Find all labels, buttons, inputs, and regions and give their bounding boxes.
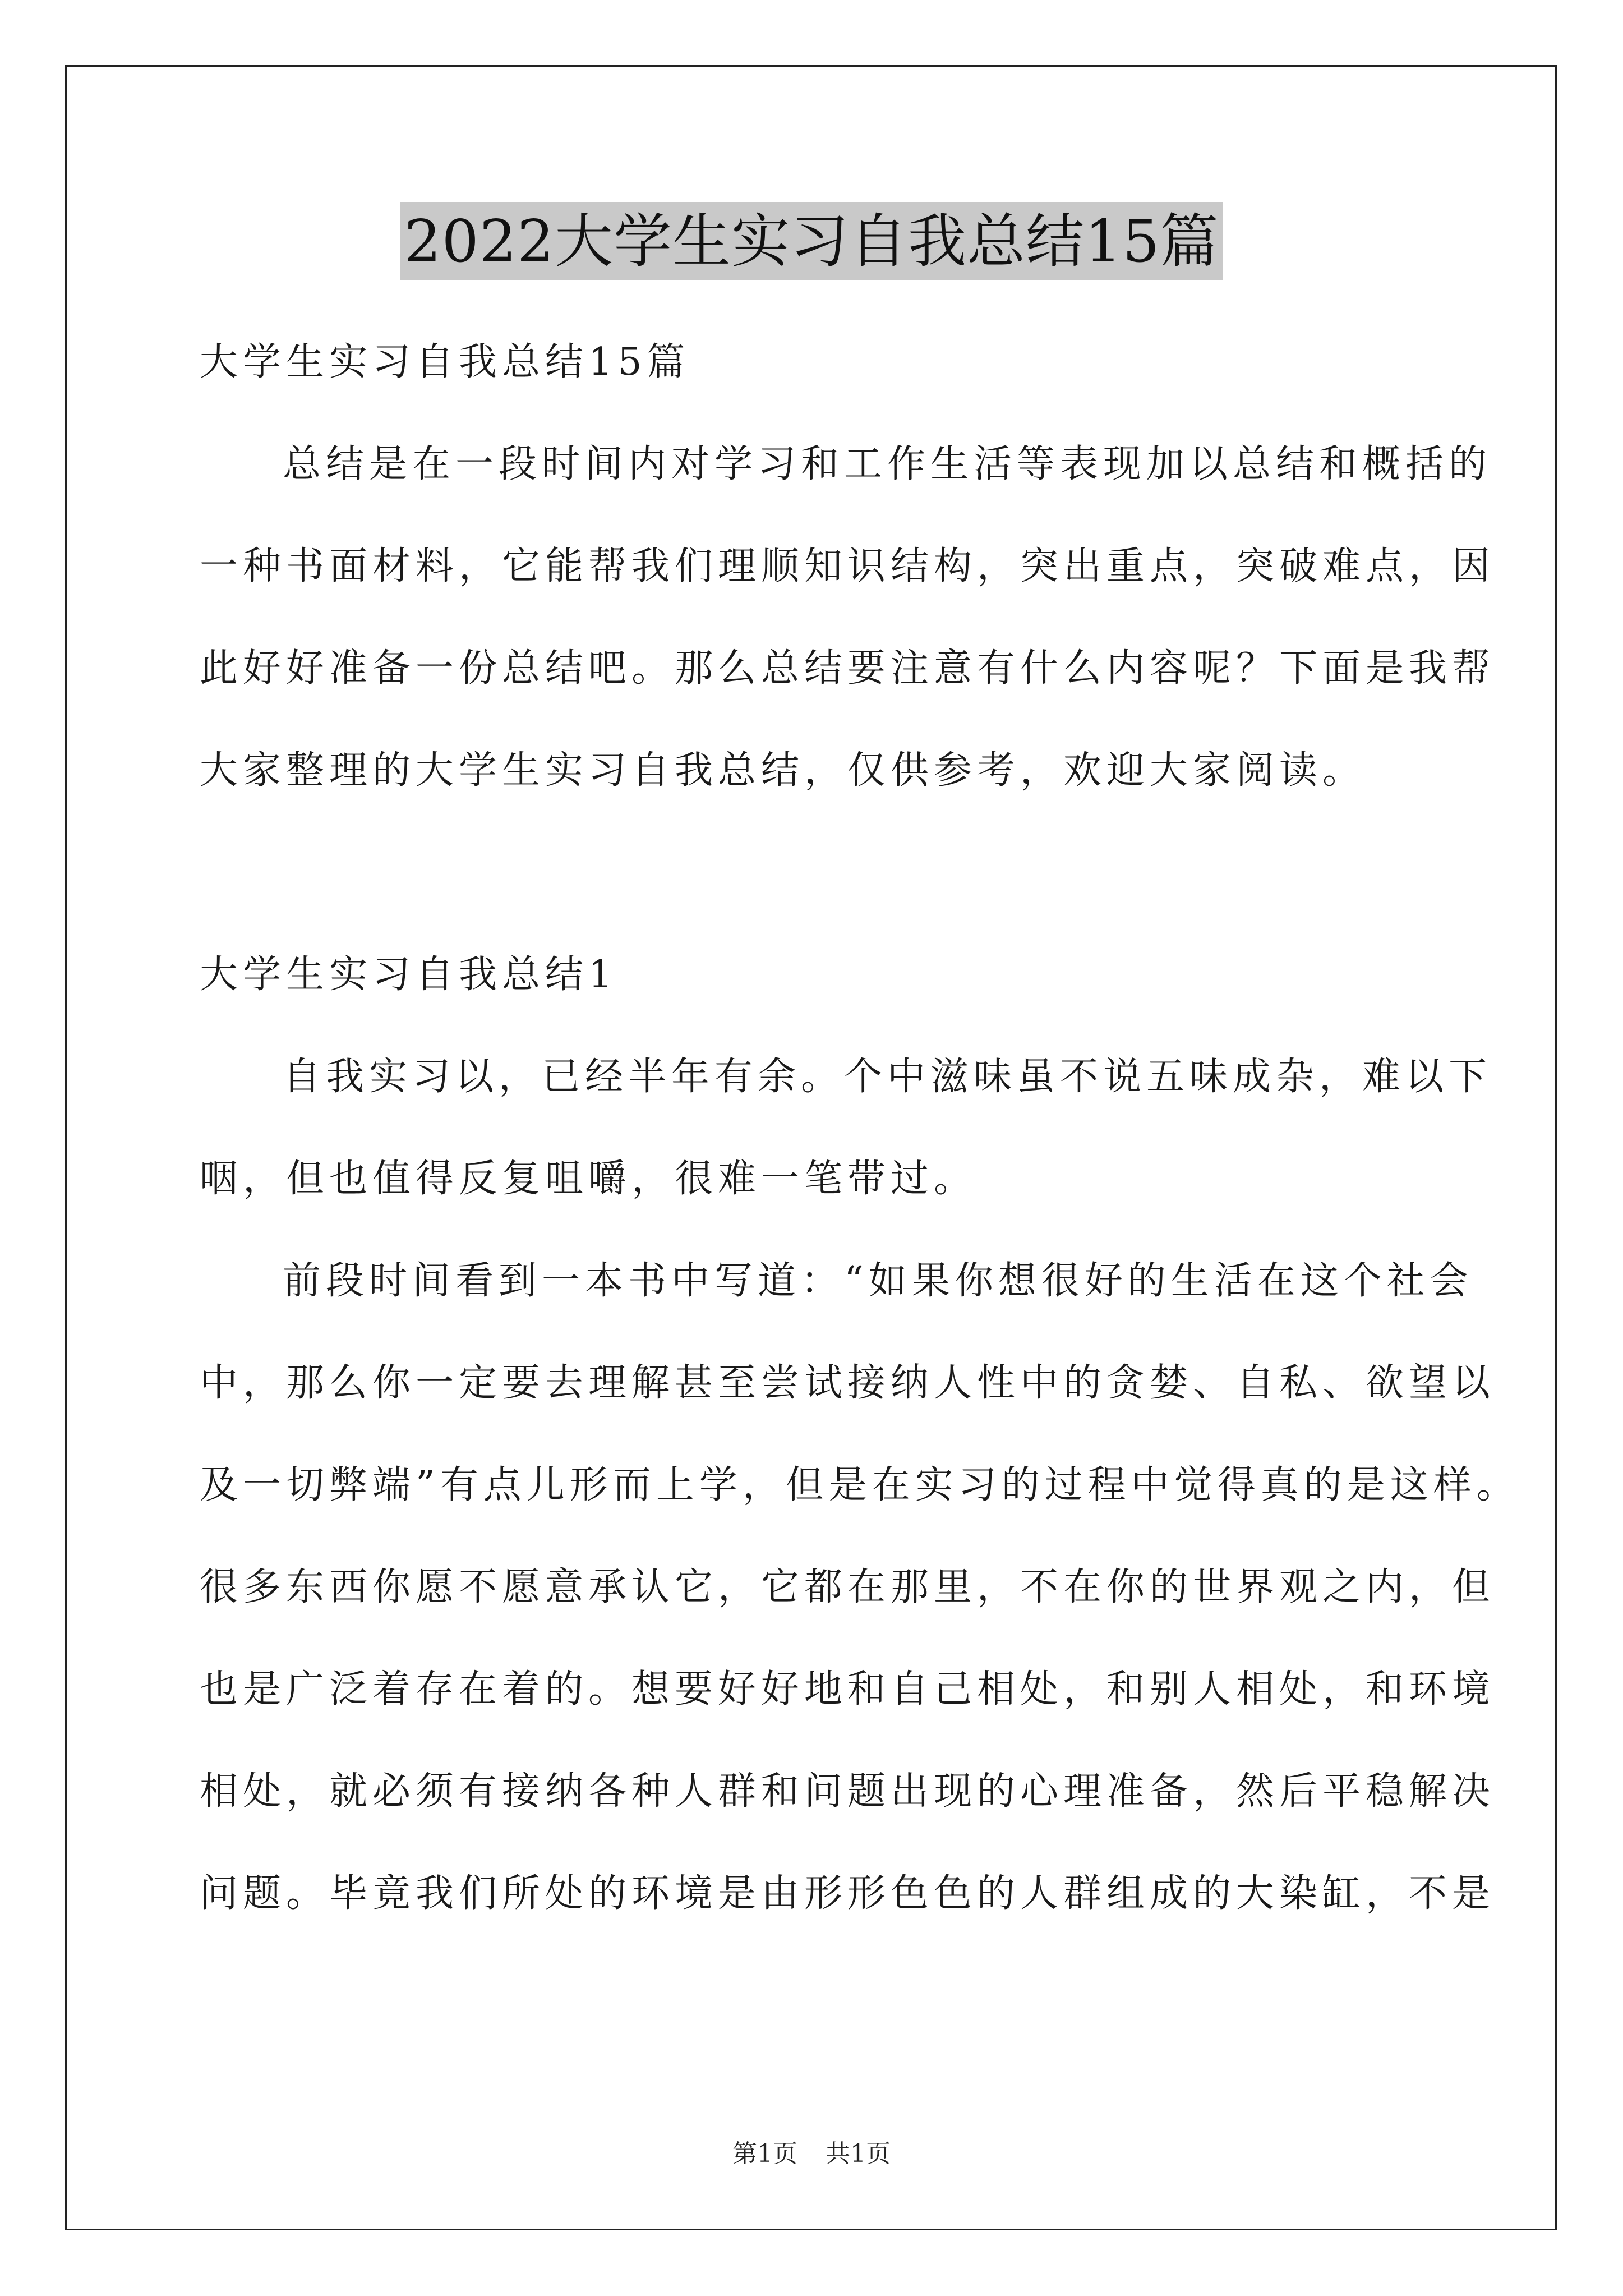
section-heading-1: 大学生实习自我总结1 — [200, 953, 618, 997]
document-subtitle: 大学生实习自我总结15篇 — [200, 340, 690, 384]
page-number-current: 第1页 — [732, 2139, 797, 2168]
intro-line-1: 总结是在一段时间内对学习和工作生活等表现加以总结和概括的 — [283, 442, 1492, 486]
intro-line-4: 大家整理的大学生实习自我总结，仅供参考，欢迎大家阅读。 — [200, 748, 1366, 793]
para2-line-3: 及一切弊端”有点儿形而上学，但是在实习的过程中觉得真的是这样。 — [200, 1463, 1520, 1507]
para2-line-4: 很多东西你愿不愿意承认它，它都在那里，不在你的世界观之内，但 — [200, 1565, 1496, 1609]
para2-line-2: 中，那么你一定要去理解甚至尝试接纳人性中的贪婪、自私、欲望以 — [200, 1361, 1496, 1405]
page-footer — [0, 2137, 1623, 2171]
page-number-total: 共1页 — [826, 2139, 891, 2168]
section-spacer — [200, 822, 1456, 924]
document-title: 2022大学生实习自我总结15篇 — [400, 202, 1222, 280]
para1-line-2: 咽，但也值得反复咀嚼，很难一笔带过。 — [200, 1157, 978, 1201]
para1-line-1: 自我实习以，已经半年有余。个中滋味虽不说五味成杂，难以下 — [283, 1055, 1492, 1099]
para2-line-1: 前段时间看到一本书中写道：“如果你想很好的生活在这个社会 — [283, 1259, 1473, 1303]
intro-line-2: 一种书面材料，它能帮我们理顺知识结构，突出重点，突破难点，因 — [200, 544, 1496, 588]
title-container — [0, 202, 1623, 280]
intro-line-3: 此好好准备一份总结吧。那么总结要注意有什么内容呢？下面是我帮 — [200, 646, 1496, 691]
document-body — [200, 311, 1520, 1945]
para2-line-7: 问题。毕竟我们所处的环境是由形形色色的人群组成的大染缸，不是 — [200, 1871, 1496, 1916]
para2-line-6: 相处，就必须有接纳各种人群和问题出现的心理准备，然后平稳解决 — [200, 1769, 1496, 1814]
para2-line-5: 也是广泛着存在着的。想要好好地和自己相处，和别人相处，和环境 — [200, 1667, 1496, 1711]
